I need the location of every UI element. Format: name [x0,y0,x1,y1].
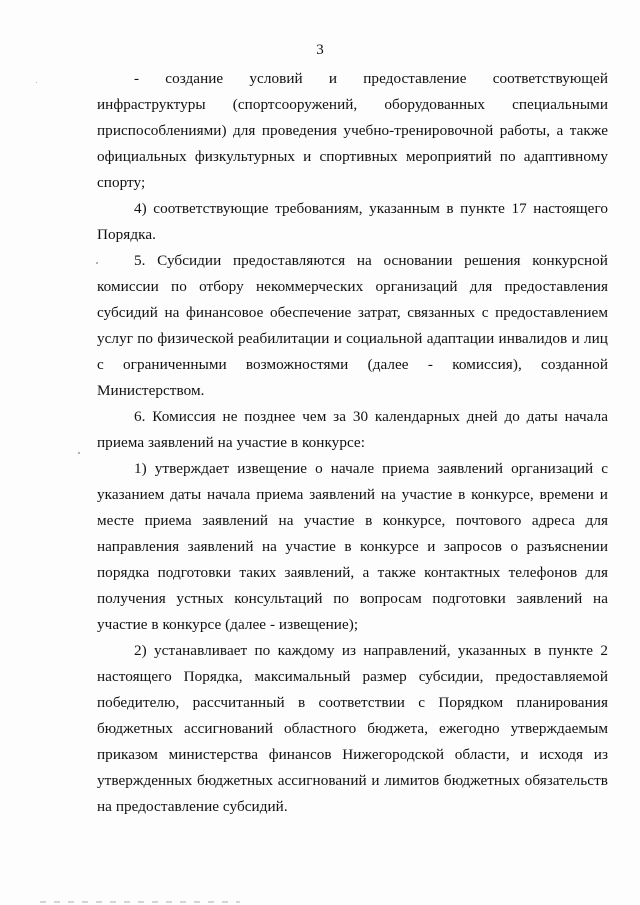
scan-speck [96,262,98,264]
paragraph-item-4: 4) соответствующие требованиям, указанным в пункте 17 настоящего Порядка. [97,200,608,243]
document-body [97,66,608,820]
paragraph-subitem-1: 1) утверждает извещение о начале приема заявлений организаций с указанием даты начала приема заявлений на участие в конкурсе, времени и месте приема заявлений на участие в конкурсе, почтового адреса для направления заявлений на участие в конкурсе и запросов о разъяснении порядка подготовки таких заявлений, а также контактных телефонов для получения устных консультаций по вопросам подготовки заявлений на участие в конкурсе (далее - извещение); [97,460,608,633]
paragraph-infrastructure: - создание условий и предоставление соответствующей инфраструктуры (спортсооружений, оборудованных специальными приспособлениями) для проведения учебно-тренировочной работы, а также официальных физкультурных и спортивных мероприятий по адаптивному спорту; [97,70,608,191]
page-number: 3 [316,42,324,58]
paragraph-clause-6: 6. Комиссия не позднее чем за 30 календарных дней до даты начала приема заявлений на участие в конкурсе: [97,408,608,451]
paragraph-clause-5: 5. Субсидии предоставляются на основании решения конкурсной комиссии по отбору некоммерческих организаций для предоставления субсидий на финансовое обеспечение затрат, связанных с предоставлением услуг по физической реабилитации и социальной адаптации инвалидов и лиц с ограниченными возможностями (далее - комиссия), созданной Министерством. [97,252,608,399]
scan-speck [36,82,37,83]
paragraph-subitem-2: 2) устанавливает по каждому из направлений, указанных в пункте 2 настоящего Порядка, максимальный размер субсидии, предоставляемой победителю, рассчитанный в соответствии с Порядком планирования бюджетных ассигнований областного бюджета, ежегодно утверждаемым приказом министерства финансов Нижегородской области, и исходя из утвержденных бюджетных ассигнований и лимитов бюджетных обязательств на предоставление субсидий. [97,642,608,815]
scan-speck [78,452,80,454]
scan-edge-artifact [40,901,240,903]
